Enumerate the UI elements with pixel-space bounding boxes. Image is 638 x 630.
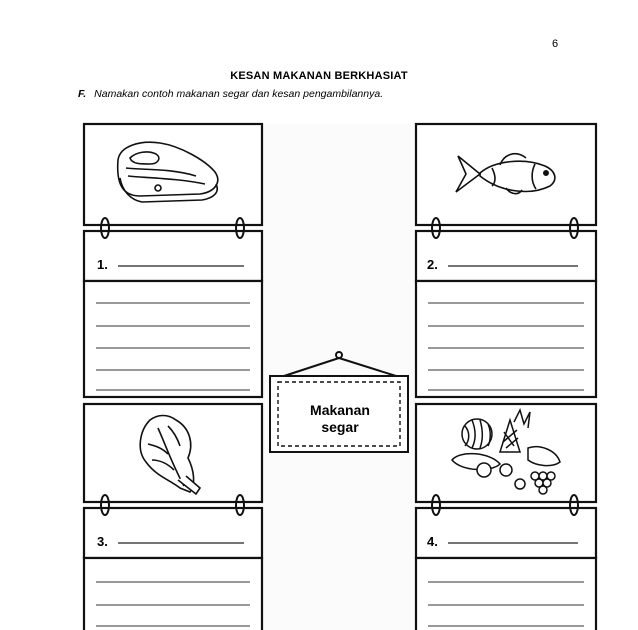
answer-box-2 (416, 231, 596, 281)
instruction-text: Namakan contoh makanan segar dan kesan pengambilannya. (94, 88, 384, 100)
effects-box-2 (416, 281, 596, 397)
page-number: 6 (552, 38, 559, 50)
picture-frame-4 (416, 404, 596, 502)
center-sign-line2: segar (321, 419, 359, 435)
card-number-1: 1. (97, 257, 108, 272)
card-number-3: 3. (97, 534, 108, 549)
effects-box-1 (84, 281, 262, 397)
card-number-4: 4. (427, 534, 438, 549)
instruction-letter: F. (78, 88, 87, 100)
answer-box-4 (416, 508, 596, 558)
worksheet-title: KESAN MAKANAN BERKHASIAT (230, 70, 408, 82)
card-number-2: 2. (427, 257, 438, 272)
answer-box-3 (84, 508, 262, 558)
effects-box-3 (84, 558, 262, 630)
effects-box-4 (416, 558, 596, 630)
center-sign-line1: Makanan (310, 402, 370, 418)
answer-box-1 (84, 231, 262, 281)
center-sign-text (285, 402, 395, 436)
